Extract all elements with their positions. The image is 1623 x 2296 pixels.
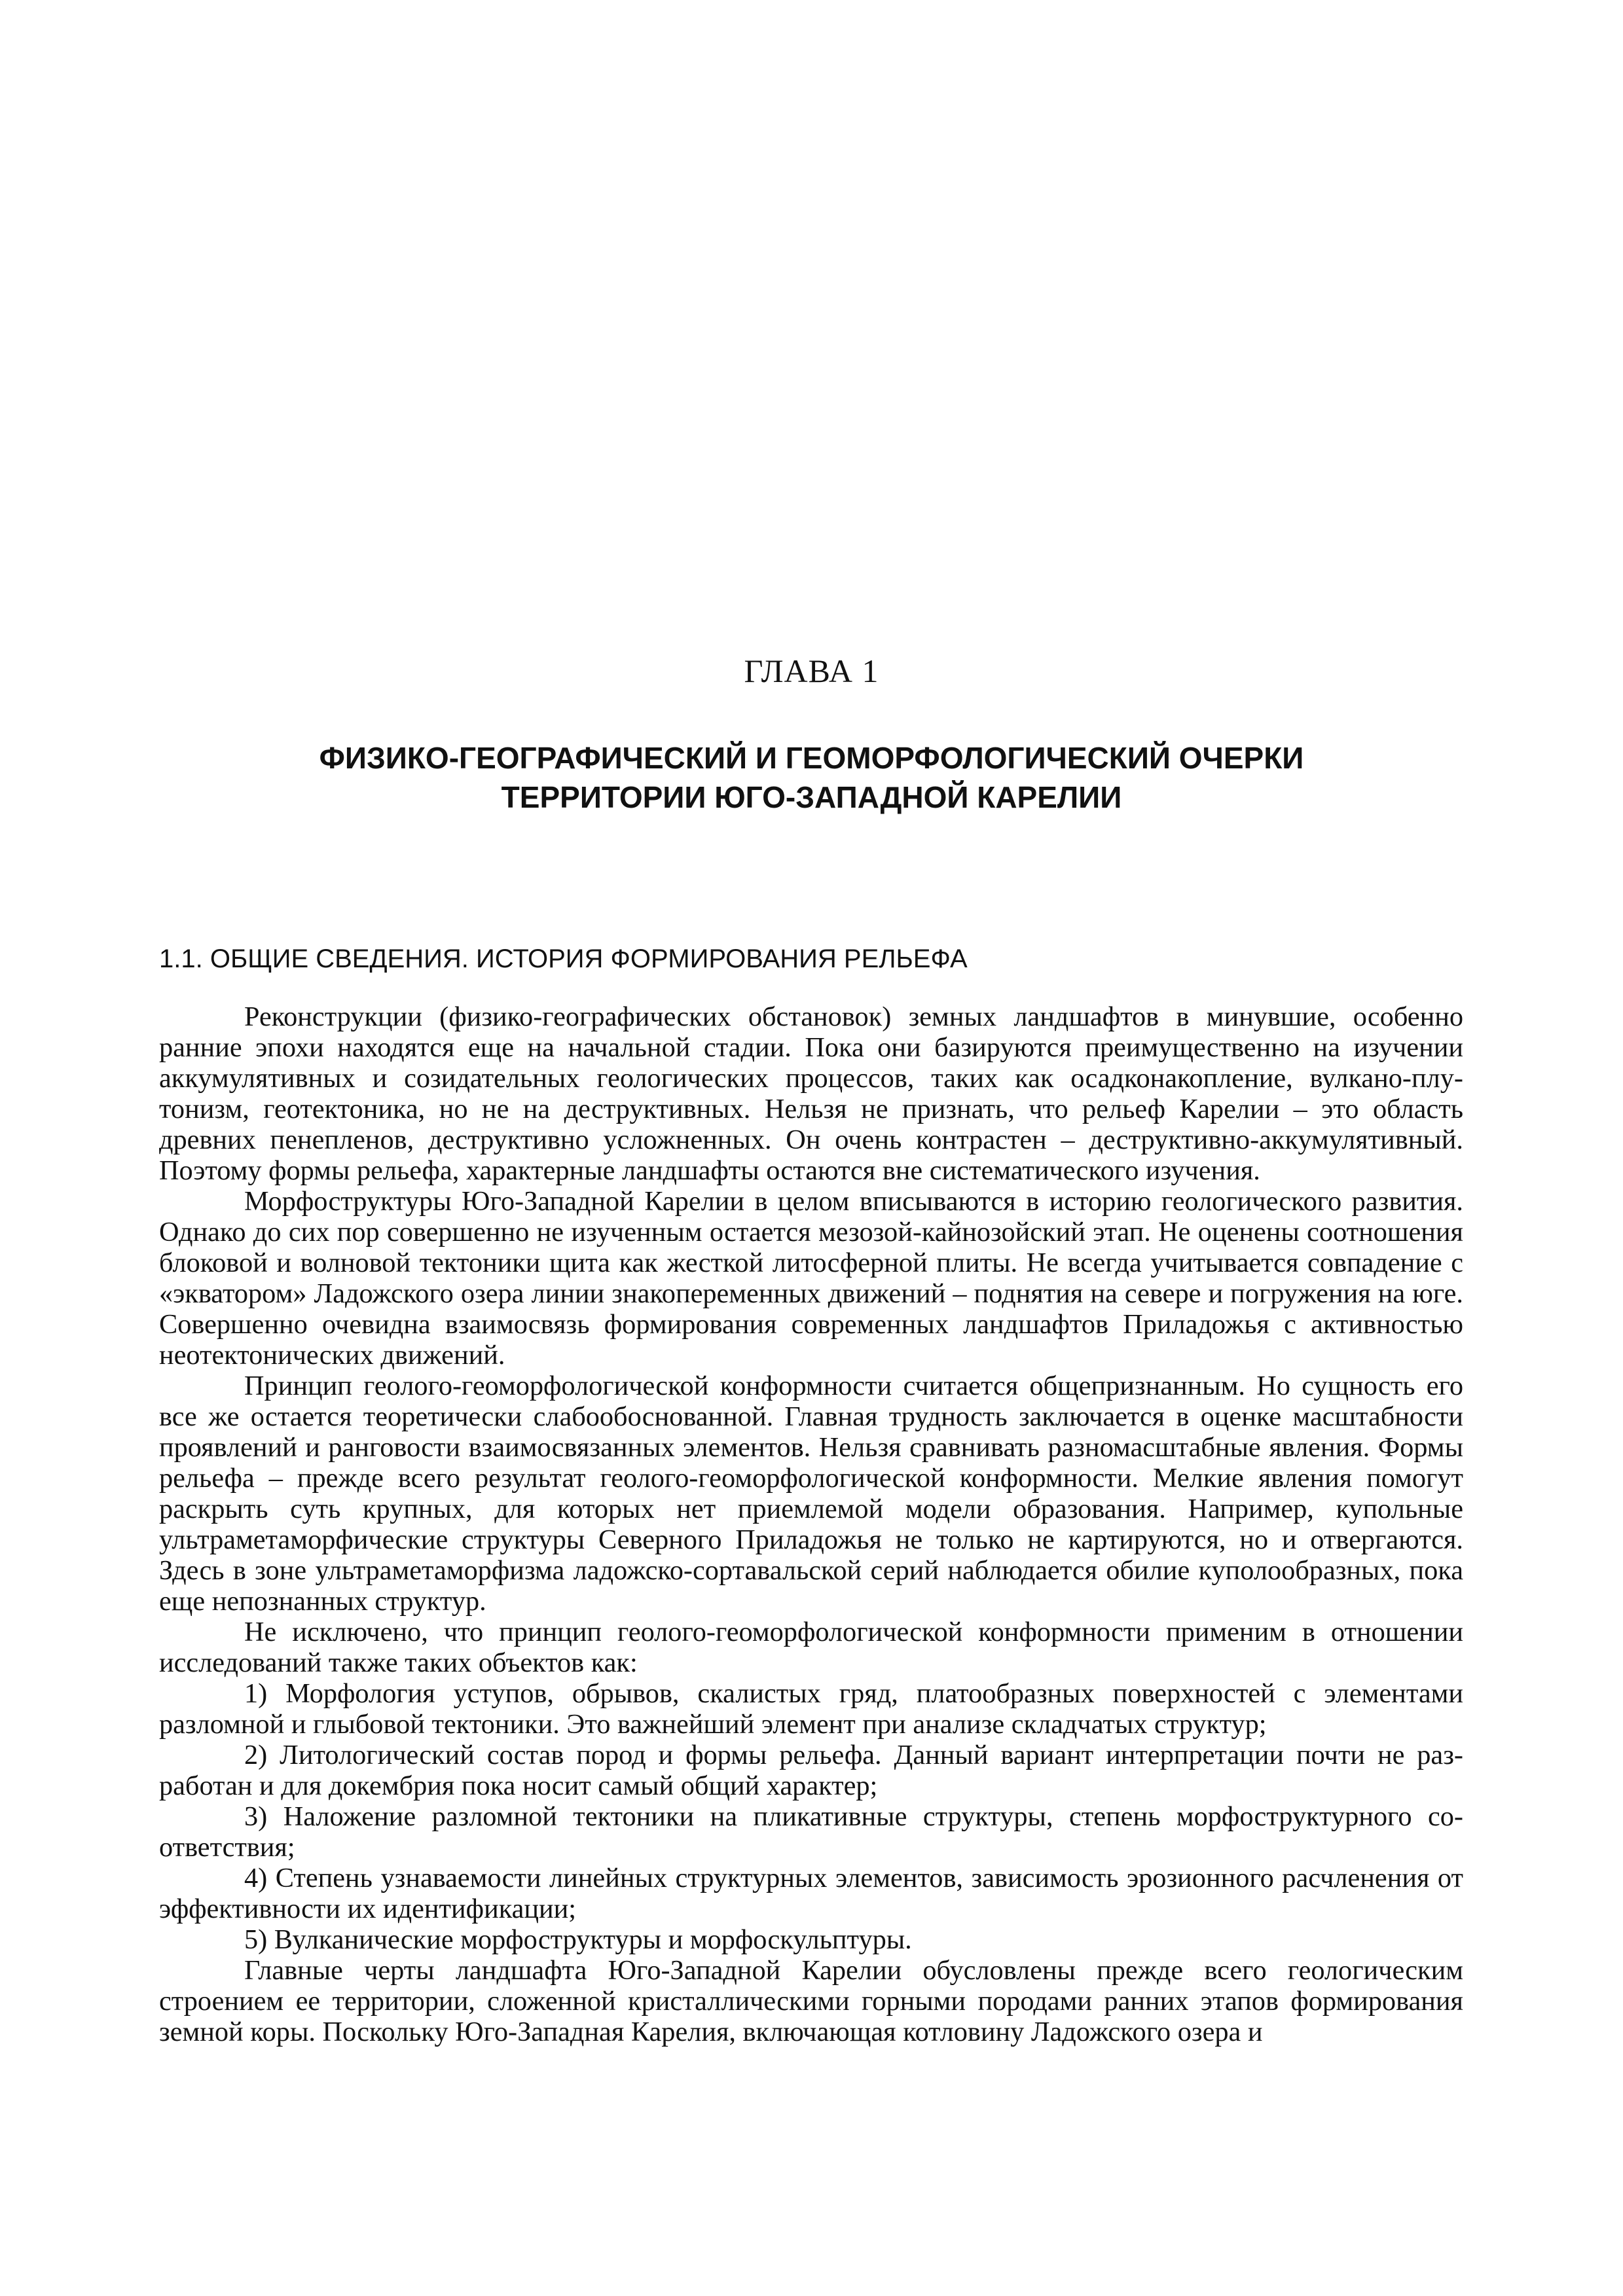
chapter-title-line-2: ТЕРРИТОРИИ ЮГО-ЗАПАДНОЙ КАРЕЛИИ [501,780,1122,814]
chapter-label: ГЛАВА 1 [744,653,879,689]
paragraph-1: Реконструкции (физико-географических обстановок) земных ландшафтов в минувшие, особенно ранние эпохи находятся еще на начальной стадии. Пока они базируются преимущественно на изучении аккумулятивных и созидательных геологических процессов, таких как осадконакопление, вулкано-плутонизм, геотектоника, но не на деструктивных. Нельзя не признать, что рельеф Карелии – это область древних пенепленов, деструктивно усложненных. Он очень контрастен – деструктивно-аккумулятивный. Поэтому формы рельефа, характерные ландшафты остаются вне систематического изучения. [159,1001,1463,1186]
paragraph-4: Не исключено, что принцип геолого-геоморфологической конформности применим в отношении исследований также таких объектов как: [159,1617,1463,1678]
chapter-title [196,738,1427,817]
list-item-2: 2) Литологический состав пород и формы рельефа. Данный вариант интерпретации почти не разработан и для докембрия пока носит самый общий характер; [159,1740,1463,1801]
list-item-3: 3) Наложение разломной тектоники на пликативные структуры, степень морфоструктурного соответствия; [159,1801,1463,1863]
section-heading: 1.1. ОБЩИЕ СВЕДЕНИЯ. ИСТОРИЯ ФОРМИРОВАНИЯ РЕЛЬЕФА [159,944,968,973]
chapter-title-line-1: ФИЗИКО-ГЕОГРАФИЧЕСКИЙ И ГЕОМОРФОЛОГИЧЕСКИЙ ОЧЕРКИ [319,741,1304,775]
list-item-4: 4) Степень узнаваемости линейных структурных элементов, зависимость эрозионного расчленения от эффективности их идентификации; [159,1863,1463,1924]
list-item-5: 5) Вулканические морфоструктуры и морфоскульптуры. [244,1924,912,1955]
list-item-1: 1) Морфология уступов, обрывов, скалистых гряд, платообразных поверхностей с элементами разломной и глыбовой тектоники. Это важнейший элемент при анализе складчатых структур; [159,1678,1463,1740]
body-text [159,1001,1463,2047]
paragraph-5: Главные черты ландшафта Юго-Западной Карелии обусловлены прежде всего геологическим строением ее территории, сложенной кристаллическими горными породами ранних этапов формирования земной коры. Поскольку Юго-Западная Карелия, включающая котловину Ладожского озера и [159,1955,1463,2047]
paragraph-2: Морфоструктуры Юго-Западной Карелии в целом вписываются в историю геологического развития. Однако до сих пор совершенно не изученным остается мезозой-кайнозойский этап. Не оценены соотношения блоковой и волновой тектоники щита как жесткой литосферной плиты. Не всегда учитывается совпадение с «экватором» Ладожского озера линии знакопеременных движений – поднятия на севере и погружения на юге. Совершенно очевидна взаимосвязь формирования современных ландшафтов Приладожья с активностью неотектонических движений. [159,1186,1463,1371]
paragraph-3: Принцип геолого-геоморфологической конформности считается общепризнанным. Но сущность его все же остается теоретически слабообоснованной. Главная трудность заключается в оценке масштабности проявлений и ранговости взаимосвязанных элементов. Нельзя сравнивать разномасштабные явления. Формы рельефа – прежде всего результат геолого-геоморфологической конформности. Мелкие явления помогут раскрыть суть крупных, для которых нет приемлемой модели образования. Например, купольные ультраметаморфические структуры Северного Приладожья не только не картируются, но и отвергаются. Здесь в зоне ультраметаморфизма ладожско-сортавальской серий наблюдается обилие куполообразных, пока еще непознанных структур. [159,1371,1463,1617]
